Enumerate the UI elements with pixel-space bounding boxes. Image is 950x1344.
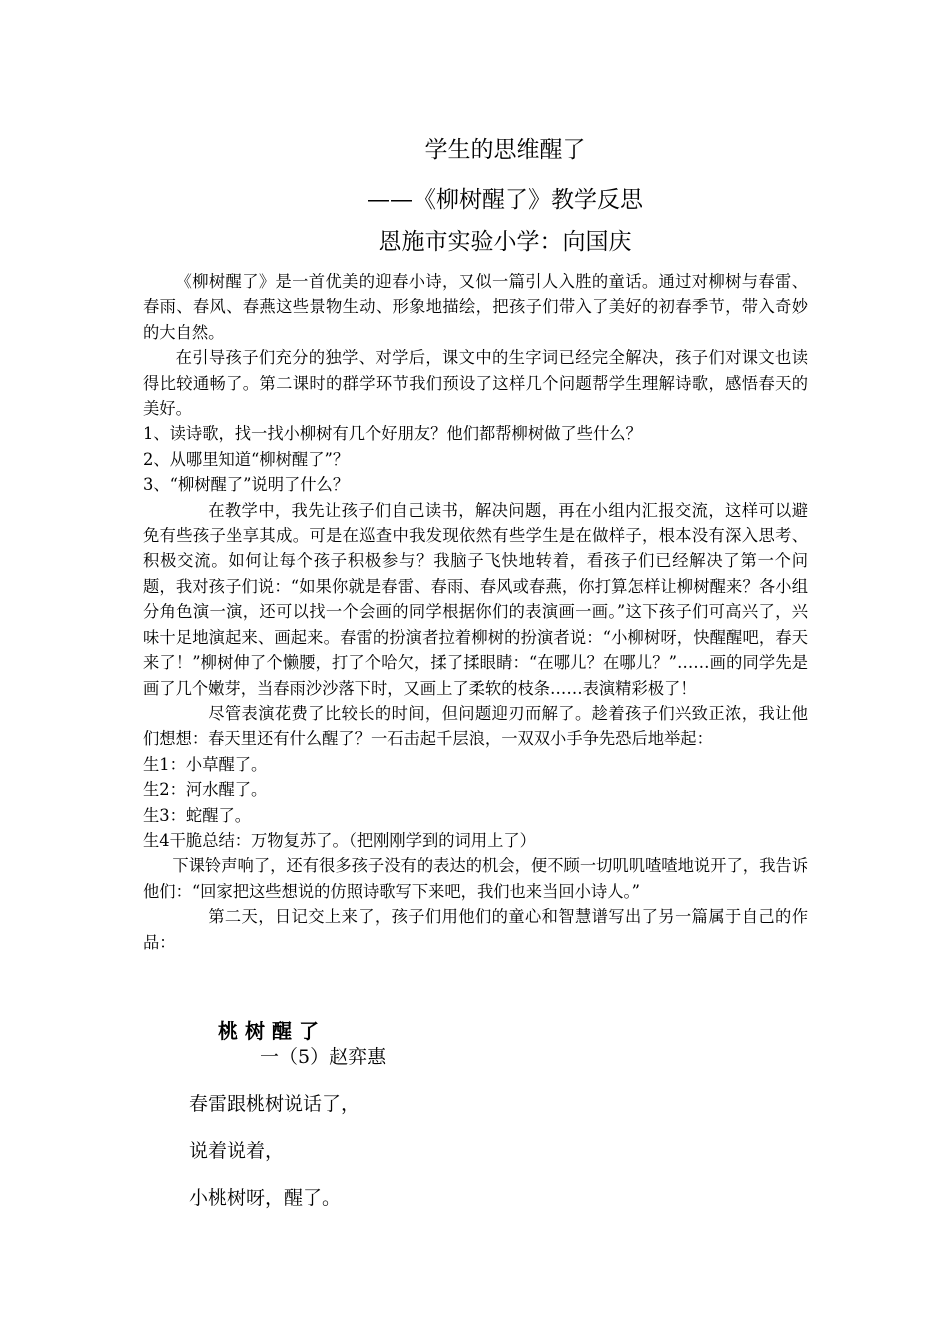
page-subtitle: ——《柳树醒了》教学反思 bbox=[367, 187, 643, 213]
student-answer-1: 生1：小草醒了。 bbox=[143, 754, 268, 774]
paragraph-preview: 在引导孩子们充分的独学、对学后，课文中的生字词已经完全解决，孩子们对课文也读得比较通畅了。第二课时的群学环节我们预设了这样几个问题帮学生理解诗歌，感悟春天的美好。 bbox=[143, 348, 808, 419]
page-title: 学生的思维醒了 bbox=[424, 137, 586, 163]
question-3: 3、“柳树醒了”说明了什么？ bbox=[143, 475, 350, 495]
article-body bbox=[143, 269, 808, 955]
poem-line-3: 小桃树呀，醒了。 bbox=[189, 1187, 342, 1209]
question-2: 2、从哪里知道“柳树醒了”？ bbox=[143, 449, 350, 469]
paragraph-teaching: 在教学中，我先让孩子们自己读书，解决问题，再在小组内汇报交流，这样可以避免有些孩子坐享其成。可是在巡查中我发现依然有些学生是在做样子，根本没有深入思考、积极交流。如何让每个孩子积极参与？我脑子飞快地转着，看孩子们已经解决了第一个问题，我对孩子们说：“如果你就是春雷、春雨、春风或春燕，你打算怎样让柳树醒来？各小组分角色演一演，还可以找一个会画的同学根据你们的表演画一画。”这下孩子们可高兴了，兴味十足地演起来、画起来。春雷的扮演者拉着柳树的扮演者说：“小柳树呀，快醒醒吧，春天来了！”柳树伸了个懒腰，打了个哈欠，揉了揉眼睛：“在哪儿？在哪儿？”……画的同学先是画了几个嫩芽，当春雨沙沙落下时，又画上了柔软的枝条……表演精彩极了！ bbox=[143, 500, 808, 698]
poem-line-2: 说着说着， bbox=[189, 1140, 285, 1162]
author-line: 恩施市实验小学：向国庆 bbox=[378, 229, 632, 255]
paragraph-next-day: 第二天，日记交上来了，孩子们用他们的童心和智慧谱写出了另一篇属于自己的作品： bbox=[143, 907, 808, 952]
student-answer-4: 生4干脆总结：万物复苏了。（把刚刚学到的词用上了） bbox=[143, 830, 536, 850]
paragraph-after-class: 下课铃声响了，还有很多孩子没有的表达的机会，便不顾一切叽叽喳喳地说开了，我告诉他们：“回家把这些想说的仿照诗歌写下来吧，我们也来当回小诗人。” bbox=[143, 856, 808, 901]
paragraph-intro: 《柳树醒了》是一首优美的迎春小诗，又似一篇引人入胜的童话。通过对柳树与春雷、春雨、春风、春燕这些景物生动、形象地描绘，把孩子们带入了美好的初春季节，带入奇妙的大自然。 bbox=[143, 272, 808, 342]
student-answer-3: 生3：蛇醒了。 bbox=[143, 805, 252, 825]
question-1: 1、读诗歌，找一找小柳树有几个好朋友？他们都帮柳树做了些什么？ bbox=[143, 424, 642, 444]
poem-title: 桃树醒了 bbox=[218, 1019, 326, 1043]
poem-line-1: 春雷跟桃树说话了， bbox=[189, 1093, 361, 1115]
student-answer-2: 生2：河水醒了。 bbox=[143, 780, 268, 800]
poem-author: 一（5）赵弈惠 bbox=[260, 1046, 387, 1068]
paragraph-discussion: 尽管表演花费了比较长的时间，但问题迎刃而解了。趁着孩子们兴致正浓，我让他们想想：春天里还有什么醒了？一石击起千层浪，一双双小手争先恐后地举起： bbox=[143, 703, 808, 749]
